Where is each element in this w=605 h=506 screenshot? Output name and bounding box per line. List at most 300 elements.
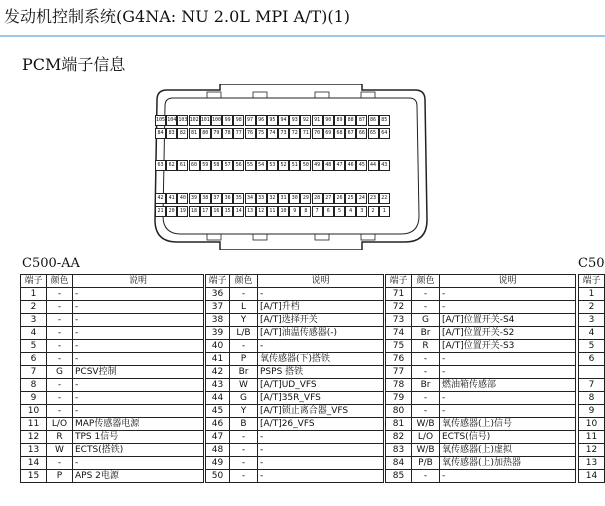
table-row <box>579 327 605 340</box>
color-header: 颜色 <box>47 275 73 288</box>
cell-pin: 75 <box>386 340 412 353</box>
cell-pin <box>579 366 605 379</box>
connector-pin: 87 <box>356 115 367 126</box>
cell-pin: 36 <box>206 288 230 301</box>
cell-desc: - <box>440 301 576 314</box>
connector-pin: 25 <box>345 193 356 204</box>
desc-header: 说明 <box>73 275 204 288</box>
connector-pin: 12 <box>256 206 267 217</box>
table-row <box>206 418 384 431</box>
table-row <box>579 288 605 301</box>
cell-pin: 71 <box>386 288 412 301</box>
cell-desc: - <box>258 340 384 353</box>
table-row <box>206 431 384 444</box>
pin-row-4 <box>155 193 390 204</box>
connector-pin: 56 <box>233 160 244 171</box>
connector-pin: 2 <box>368 206 379 217</box>
table-row <box>386 366 576 379</box>
cell-desc: - <box>73 353 204 366</box>
cell-color: - <box>47 327 73 340</box>
table-row <box>579 457 605 470</box>
table-row <box>579 405 605 418</box>
cell-pin: 85 <box>386 470 412 483</box>
color-header: 颜色 <box>412 275 440 288</box>
cell-desc: [A/T]位置开关-S2 <box>440 327 576 340</box>
connector-pin: 35 <box>233 193 244 204</box>
table-row <box>386 405 576 418</box>
cell-pin: 10 <box>579 418 605 431</box>
table-row <box>579 470 605 483</box>
table-row <box>386 470 576 483</box>
cell-color: - <box>412 301 440 314</box>
connector-pin: 94 <box>278 115 289 126</box>
cell-pin: 48 <box>206 444 230 457</box>
connector-pin: 53 <box>267 160 278 171</box>
cell-color: - <box>412 288 440 301</box>
cell-pin: 8 <box>21 379 47 392</box>
cell-pin: 5 <box>21 340 47 353</box>
table-row <box>21 288 204 301</box>
connector-pin: 52 <box>278 160 289 171</box>
cell-pin: 84 <box>386 457 412 470</box>
document-title: 发动机控制系统(G4NA: NU 2.0L MPI A/T)(1) <box>4 7 351 26</box>
cell-pin: 8 <box>579 392 605 405</box>
cell-color: P <box>47 470 73 483</box>
connector-pin: 55 <box>245 160 256 171</box>
cell-pin: 13 <box>21 444 47 457</box>
cell-desc: 燃油箱传感部 <box>440 379 576 392</box>
cell-desc: 氧传感器(上)加热器 <box>440 457 576 470</box>
connector-pin: 90 <box>323 115 334 126</box>
cell-color: - <box>47 379 73 392</box>
cell-color: G <box>412 314 440 327</box>
pin-row-2 <box>155 128 390 139</box>
connector-pin: 88 <box>345 115 356 126</box>
cell-desc: - <box>258 444 384 457</box>
color-header: 颜色 <box>230 275 258 288</box>
connector-pin: 19 <box>177 206 188 217</box>
cell-pin: 2 <box>21 301 47 314</box>
connector-pin: 3 <box>356 206 367 217</box>
connector-pin: 24 <box>356 193 367 204</box>
connector-pin: 44 <box>368 160 379 171</box>
connector-pin: 30 <box>289 193 300 204</box>
connector-pin: 69 <box>323 128 334 139</box>
connector-pin: 21 <box>155 206 166 217</box>
connector-pin: 8 <box>300 206 311 217</box>
connector-pin: 85 <box>379 115 390 126</box>
desc-header: 说明 <box>440 275 576 288</box>
table-row <box>579 314 605 327</box>
pin-table-2 <box>205 274 384 483</box>
cell-desc: - <box>73 288 204 301</box>
cell-desc: [A/T]锁止离合器_VFS <box>258 405 384 418</box>
cell-desc: [A/T]油温传感器(-) <box>258 327 384 340</box>
cell-color: R <box>412 340 440 353</box>
connector-pin: 101 <box>200 115 211 126</box>
connector-pin: 54 <box>256 160 267 171</box>
connector-pin: 75 <box>256 128 267 139</box>
table-row <box>386 301 576 314</box>
cell-pin: 74 <box>386 327 412 340</box>
connector-pin: 29 <box>300 193 311 204</box>
cell-pin: 45 <box>206 405 230 418</box>
connector-pin: 28 <box>312 193 323 204</box>
cell-color: - <box>412 405 440 418</box>
connector-label-next: C50 <box>578 256 605 271</box>
table-row <box>21 301 204 314</box>
cell-pin: 73 <box>386 314 412 327</box>
cell-desc: [A/T]35R_VFS <box>258 392 384 405</box>
table-row <box>579 340 605 353</box>
cell-pin: 11 <box>579 431 605 444</box>
cell-color: B <box>230 418 258 431</box>
connector-pin: 92 <box>300 115 311 126</box>
table-row <box>21 353 204 366</box>
table-row <box>579 431 605 444</box>
cell-color: P/B <box>412 457 440 470</box>
table-row <box>579 379 605 392</box>
table-row <box>21 392 204 405</box>
cell-desc: - <box>258 470 384 483</box>
cell-desc: [A/T]位置开关-S3 <box>440 340 576 353</box>
connector-pin: 82 <box>177 128 188 139</box>
cell-color: L/B <box>230 327 258 340</box>
connector-pin: 65 <box>368 128 379 139</box>
cell-pin: 44 <box>206 392 230 405</box>
table-row <box>21 366 204 379</box>
cell-pin: 2 <box>579 301 605 314</box>
cell-desc: 氧传感器(上)信号 <box>440 418 576 431</box>
table-row <box>206 314 384 327</box>
connector-pin: 91 <box>312 115 323 126</box>
connector-pin: 48 <box>323 160 334 171</box>
cell-desc: MAP传感器电源 <box>73 418 204 431</box>
table-row <box>21 418 204 431</box>
cell-pin: 13 <box>579 457 605 470</box>
table-row <box>579 418 605 431</box>
table-row <box>579 353 605 366</box>
cell-desc: PSPS 搭铁 <box>258 366 384 379</box>
connector-pin: 46 <box>345 160 356 171</box>
connector-pin: 47 <box>334 160 345 171</box>
cell-color: L/O <box>47 418 73 431</box>
cell-desc: - <box>440 392 576 405</box>
connector-pin: 86 <box>368 115 379 126</box>
connector-pin: 95 <box>267 115 278 126</box>
connector-pin: 32 <box>267 193 278 204</box>
table-row <box>206 444 384 457</box>
table-row <box>21 379 204 392</box>
connector-pin: 76 <box>245 128 256 139</box>
connector-pin: 16 <box>211 206 222 217</box>
cell-color: - <box>47 405 73 418</box>
connector-pin: 11 <box>267 206 278 217</box>
cell-desc: APS 2电源 <box>73 470 204 483</box>
cell-pin: 77 <box>386 366 412 379</box>
pin-row-3 <box>155 160 390 171</box>
connector-pin: 38 <box>200 193 211 204</box>
cell-color: W <box>47 444 73 457</box>
connector-pin: 77 <box>233 128 244 139</box>
cell-color: - <box>47 288 73 301</box>
table-row <box>579 444 605 457</box>
table-row <box>386 444 576 457</box>
table-row <box>206 405 384 418</box>
cell-desc: [A/T]位置开关-S4 <box>440 314 576 327</box>
cell-desc: - <box>440 405 576 418</box>
table-row <box>206 353 384 366</box>
cell-color: G <box>230 392 258 405</box>
cell-pin: 40 <box>206 340 230 353</box>
connector-label: C500-AA <box>22 256 80 271</box>
cell-color: P <box>230 353 258 366</box>
cell-color: Br <box>412 327 440 340</box>
cell-desc: - <box>440 353 576 366</box>
connector-pin: 80 <box>200 128 211 139</box>
table-row <box>21 327 204 340</box>
cell-color: - <box>412 392 440 405</box>
title-divider <box>0 35 605 37</box>
cell-pin: 76 <box>386 353 412 366</box>
table-row <box>206 379 384 392</box>
connector-pin: 66 <box>356 128 367 139</box>
cell-pin: 1 <box>579 288 605 301</box>
cell-color: L <box>230 301 258 314</box>
connector-pin: 58 <box>211 160 222 171</box>
connector-pin: 102 <box>189 115 200 126</box>
cell-color: - <box>230 457 258 470</box>
cell-color: - <box>230 431 258 444</box>
cell-pin: 43 <box>206 379 230 392</box>
connector-pin: 9 <box>289 206 300 217</box>
cell-pin: 37 <box>206 301 230 314</box>
connector-pin: 36 <box>222 193 233 204</box>
cell-pin: 80 <box>386 405 412 418</box>
connector-pin: 15 <box>222 206 233 217</box>
connector-pin: 62 <box>166 160 177 171</box>
connector-pin: 61 <box>177 160 188 171</box>
connector-pin: 63 <box>155 160 166 171</box>
cell-pin: 9 <box>21 392 47 405</box>
cell-desc: - <box>73 457 204 470</box>
cell-pin: 14 <box>21 457 47 470</box>
connector-pin: 93 <box>289 115 300 126</box>
table-row <box>579 392 605 405</box>
cell-pin: 39 <box>206 327 230 340</box>
connector-pin: 37 <box>211 193 222 204</box>
connector-pin: 71 <box>300 128 311 139</box>
connector-pin: 49 <box>312 160 323 171</box>
cell-pin: 50 <box>206 470 230 483</box>
connector-pin: 18 <box>189 206 200 217</box>
cell-pin: 1 <box>21 288 47 301</box>
connector-pin: 43 <box>379 160 390 171</box>
connector-pin: 81 <box>189 128 200 139</box>
cell-pin: 3 <box>21 314 47 327</box>
connector-pin: 73 <box>278 128 289 139</box>
cell-pin: 72 <box>386 301 412 314</box>
connector-pin: 84 <box>155 128 166 139</box>
table-row <box>386 353 576 366</box>
connector-pin: 97 <box>245 115 256 126</box>
cell-color: - <box>47 353 73 366</box>
connector-pin: 7 <box>312 206 323 217</box>
cell-desc: - <box>73 405 204 418</box>
connector-pin: 17 <box>200 206 211 217</box>
cell-desc: - <box>73 327 204 340</box>
cell-pin: 4 <box>21 327 47 340</box>
table-row <box>386 340 576 353</box>
table-row <box>386 392 576 405</box>
connector-pin: 103 <box>177 115 188 126</box>
cell-color: W/B <box>412 444 440 457</box>
connector-pin: 13 <box>245 206 256 217</box>
table-row <box>21 470 204 483</box>
table-row <box>579 301 605 314</box>
cell-pin: 9 <box>579 405 605 418</box>
table-row <box>386 327 576 340</box>
table-row <box>206 392 384 405</box>
cell-color: - <box>230 470 258 483</box>
connector-pin: 27 <box>323 193 334 204</box>
cell-pin: 83 <box>386 444 412 457</box>
connector-pin: 83 <box>166 128 177 139</box>
pin-header: 端子 <box>579 275 605 288</box>
cell-pin: 10 <box>21 405 47 418</box>
table-row <box>206 288 384 301</box>
table-row <box>206 457 384 470</box>
pin-table-3 <box>385 274 576 483</box>
connector-pin: 31 <box>278 193 289 204</box>
cell-color: - <box>230 340 258 353</box>
connector-pin: 89 <box>334 115 345 126</box>
connector-pin: 1 <box>379 206 390 217</box>
connector-pin: 34 <box>245 193 256 204</box>
cell-desc: - <box>73 340 204 353</box>
connector-pin: 23 <box>368 193 379 204</box>
connector-pin: 6 <box>323 206 334 217</box>
table-row <box>206 366 384 379</box>
cell-desc: - <box>258 431 384 444</box>
cell-color: - <box>47 457 73 470</box>
cell-desc: - <box>73 379 204 392</box>
cell-desc: - <box>258 457 384 470</box>
cell-color: - <box>412 366 440 379</box>
cell-pin: 15 <box>21 470 47 483</box>
cell-pin: 6 <box>21 353 47 366</box>
cell-desc: - <box>73 301 204 314</box>
cell-color: Y <box>230 405 258 418</box>
table-row <box>21 444 204 457</box>
connector-pin: 70 <box>312 128 323 139</box>
connector-pin: 64 <box>379 128 390 139</box>
cell-pin: 5 <box>579 340 605 353</box>
table-row <box>206 301 384 314</box>
table-row <box>386 457 576 470</box>
connector-pin: 79 <box>211 128 222 139</box>
cell-desc: PCSV控制 <box>73 366 204 379</box>
table-row <box>386 431 576 444</box>
connector-pin: 33 <box>256 193 267 204</box>
connector-pin: 68 <box>334 128 345 139</box>
cell-desc: TPS 1信号 <box>73 431 204 444</box>
connector-pin: 104 <box>166 115 177 126</box>
connector-pin: 60 <box>189 160 200 171</box>
cell-desc: 氧传感器(下)搭铁 <box>258 353 384 366</box>
cell-color: - <box>230 444 258 457</box>
pin-row-1 <box>155 115 390 126</box>
cell-pin: 6 <box>579 353 605 366</box>
connector-pin: 99 <box>222 115 233 126</box>
cell-pin: 12 <box>21 431 47 444</box>
table-row <box>579 366 605 379</box>
cell-color: Br <box>412 379 440 392</box>
connector-pin: 14 <box>233 206 244 217</box>
cell-pin: 47 <box>206 431 230 444</box>
connector-pin: 26 <box>334 193 345 204</box>
pin-table-1 <box>20 274 204 483</box>
cell-desc: - <box>440 470 576 483</box>
connector-pin: 78 <box>222 128 233 139</box>
cell-color: - <box>230 288 258 301</box>
table-row <box>386 418 576 431</box>
connector-pin: 96 <box>256 115 267 126</box>
connector-pin: 50 <box>300 160 311 171</box>
connector-pin: 59 <box>200 160 211 171</box>
cell-pin: 82 <box>386 431 412 444</box>
cell-color: Y <box>230 314 258 327</box>
connector-pin: 10 <box>278 206 289 217</box>
cell-desc: [A/T]UD_VFS <box>258 379 384 392</box>
pin-table-4 <box>578 274 605 483</box>
cell-pin: 12 <box>579 444 605 457</box>
table-row <box>206 470 384 483</box>
cell-desc: [A/T]升档 <box>258 301 384 314</box>
cell-color: - <box>47 314 73 327</box>
table-row <box>21 405 204 418</box>
cell-color: - <box>412 470 440 483</box>
cell-pin: 78 <box>386 379 412 392</box>
table-row <box>21 314 204 327</box>
connector-pin: 105 <box>155 115 166 126</box>
cell-color: G <box>47 366 73 379</box>
cell-desc: [A/T]26_VFS <box>258 418 384 431</box>
pin-row-5 <box>155 206 390 217</box>
cell-pin: 81 <box>386 418 412 431</box>
connector-pin: 22 <box>379 193 390 204</box>
cell-desc: - <box>73 314 204 327</box>
pin-header: 端子 <box>386 275 412 288</box>
cell-color: W <box>230 379 258 392</box>
cell-desc: ECTS(搭铁) <box>73 444 204 457</box>
connector-pin: 5 <box>334 206 345 217</box>
table-row <box>206 327 384 340</box>
table-row <box>386 288 576 301</box>
connector-pin: 45 <box>356 160 367 171</box>
cell-desc: 氧传感器(上)虚拟 <box>440 444 576 457</box>
connector-pin: 39 <box>189 193 200 204</box>
table-row <box>386 379 576 392</box>
cell-pin: 42 <box>206 366 230 379</box>
cell-pin: 7 <box>21 366 47 379</box>
cell-pin: 11 <box>21 418 47 431</box>
cell-color: - <box>412 353 440 366</box>
cell-desc: [A/T]选择开关 <box>258 314 384 327</box>
cell-desc: - <box>440 366 576 379</box>
table-row <box>386 314 576 327</box>
pin-header: 端子 <box>21 275 47 288</box>
